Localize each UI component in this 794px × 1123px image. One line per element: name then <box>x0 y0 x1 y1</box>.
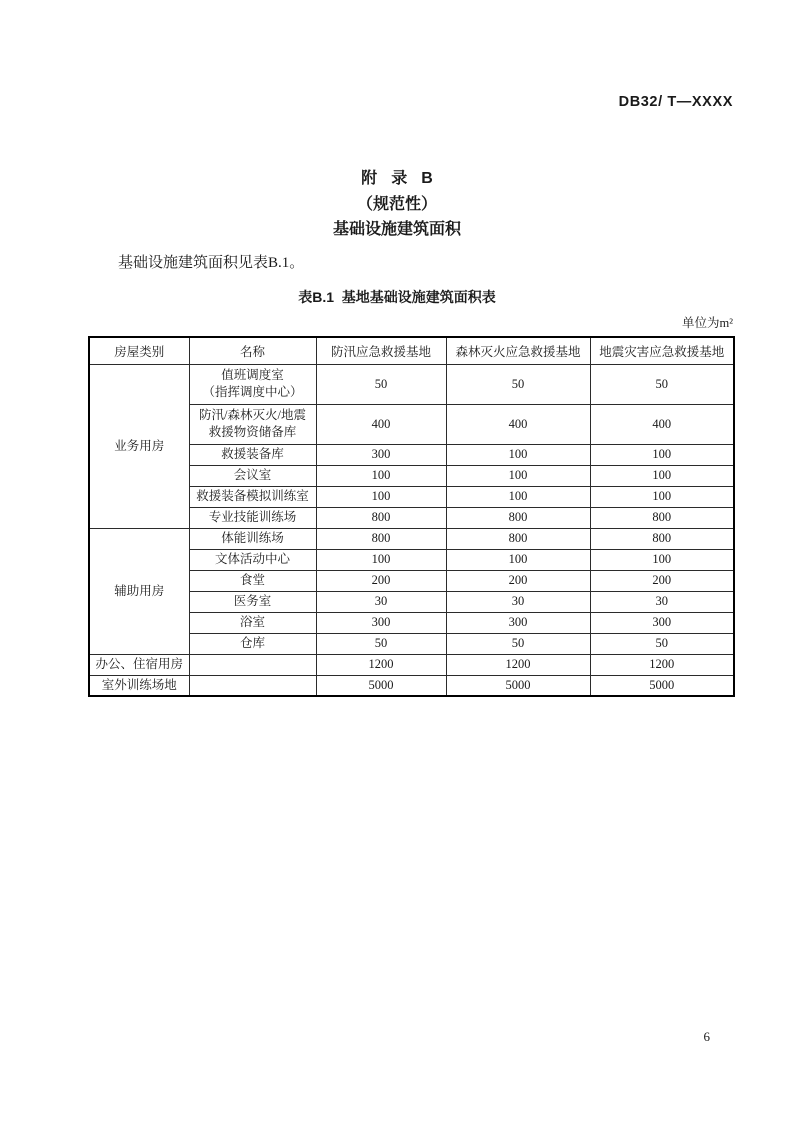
facility-name-cell <box>189 404 316 444</box>
facility-name-line: 会议室 <box>233 468 272 482</box>
category-cell: 业务用房 <box>89 364 189 528</box>
facility-name-cell <box>189 633 316 654</box>
table-row <box>89 528 734 549</box>
table-row <box>89 364 734 404</box>
column-header: 房屋类别 <box>89 337 189 364</box>
area-value-cell: 50 <box>590 633 734 654</box>
area-value-cell: 800 <box>446 528 590 549</box>
facility-name-line: 文体活动中心 <box>214 552 290 566</box>
column-header: 名称 <box>189 337 316 364</box>
facility-name-line: 专业技能训练场 <box>208 510 297 524</box>
facility-name-line: 体能训练场 <box>221 531 284 545</box>
page-number: 6 <box>703 1029 710 1044</box>
facility-name-cell <box>189 364 316 404</box>
table-row <box>89 654 734 675</box>
appendix-subject-title: 基础设施建筑面积 <box>332 221 461 238</box>
area-value-cell: 200 <box>590 570 734 591</box>
facility-name-line: 救援装备库 <box>221 447 284 461</box>
standard-code-header: DB32/ T—XXXX <box>618 94 733 110</box>
column-header: 地震灾害应急救援基地 <box>590 337 734 364</box>
area-value-cell: 400 <box>446 404 590 444</box>
area-value-cell: 300 <box>446 612 590 633</box>
appendix-title-block <box>0 166 794 243</box>
area-value-cell: 30 <box>316 591 446 612</box>
facility-name-cell <box>189 465 316 486</box>
area-value-cell: 1200 <box>446 654 590 675</box>
area-value-cell: 300 <box>316 612 446 633</box>
area-value-cell: 100 <box>316 549 446 570</box>
facility-name-cell <box>189 486 316 507</box>
area-value-cell: 100 <box>446 549 590 570</box>
facility-name-line: 救援物资储备库 <box>208 425 297 439</box>
facility-name-cell <box>189 570 316 591</box>
unit-note: 单位为m² <box>682 316 733 330</box>
area-value-cell: 800 <box>590 507 734 528</box>
area-value-cell: 50 <box>590 364 734 404</box>
facility-name-line: 仓库 <box>239 636 265 650</box>
area-value-cell: 5000 <box>316 675 446 696</box>
area-value-cell: 400 <box>590 404 734 444</box>
area-value-cell: 5000 <box>590 675 734 696</box>
column-header: 防汛应急救援基地 <box>316 337 446 364</box>
area-value-cell: 30 <box>446 591 590 612</box>
facility-name-line: 食堂 <box>239 573 265 587</box>
table-caption: 表B.1 基地基础设施建筑面积表 <box>298 289 496 305</box>
area-value-cell: 100 <box>590 465 734 486</box>
appendix-normative-label: （规范性） <box>356 195 437 213</box>
facility-name-cell <box>189 528 316 549</box>
area-value-cell: 50 <box>316 364 446 404</box>
facility-name-line: 救援装备模拟训练室 <box>196 489 309 503</box>
facility-name-cell <box>189 444 316 465</box>
facility-name-cell <box>189 549 316 570</box>
area-value-cell: 800 <box>446 507 590 528</box>
area-value-cell: 800 <box>590 528 734 549</box>
area-value-cell: 30 <box>590 591 734 612</box>
facility-name-line: 值班调度室 <box>221 368 284 382</box>
area-value-cell: 200 <box>446 570 590 591</box>
area-value-cell: 1200 <box>590 654 734 675</box>
area-value-cell: 300 <box>316 444 446 465</box>
table-row <box>89 675 734 696</box>
area-value-cell: 100 <box>316 465 446 486</box>
appendix-title: 附 录 B <box>361 170 433 187</box>
area-value-cell: 50 <box>446 633 590 654</box>
area-value-cell: 50 <box>316 633 446 654</box>
area-value-cell: 5000 <box>446 675 590 696</box>
building-area-table <box>88 336 735 697</box>
area-value-cell: 400 <box>316 404 446 444</box>
area-value-cell: 100 <box>446 444 590 465</box>
table-header-row <box>89 337 734 364</box>
area-value-cell: 300 <box>590 612 734 633</box>
facility-name-cell <box>189 654 316 675</box>
area-value-cell: 800 <box>316 528 446 549</box>
facility-name-cell <box>189 507 316 528</box>
facility-name-line: 医务室 <box>233 594 272 608</box>
facility-name-line: 防汛/森林灭火/地震 <box>199 408 306 422</box>
intro-paragraph: 基础设施建筑面积见表B.1。 <box>118 255 305 271</box>
area-value-cell: 200 <box>316 570 446 591</box>
facility-name-cell <box>189 591 316 612</box>
facility-name-line: （指挥调度中心） <box>202 385 303 399</box>
area-value-cell: 800 <box>316 507 446 528</box>
area-value-cell: 100 <box>446 465 590 486</box>
column-header: 森林灭火应急救援基地 <box>446 337 590 364</box>
area-value-cell: 100 <box>590 549 734 570</box>
area-value-cell: 100 <box>590 444 734 465</box>
facility-name-cell <box>189 675 316 696</box>
category-cell: 辅助用房 <box>89 528 189 654</box>
area-value-cell: 100 <box>446 486 590 507</box>
category-cell: 室外训练场地 <box>89 675 189 696</box>
area-value-cell: 1200 <box>316 654 446 675</box>
facility-name-line: 浴室 <box>239 615 265 629</box>
facility-name-cell <box>189 612 316 633</box>
area-value-cell: 50 <box>446 364 590 404</box>
area-value-cell: 100 <box>316 486 446 507</box>
category-cell: 办公、住宿用房 <box>89 654 189 675</box>
area-value-cell: 100 <box>590 486 734 507</box>
